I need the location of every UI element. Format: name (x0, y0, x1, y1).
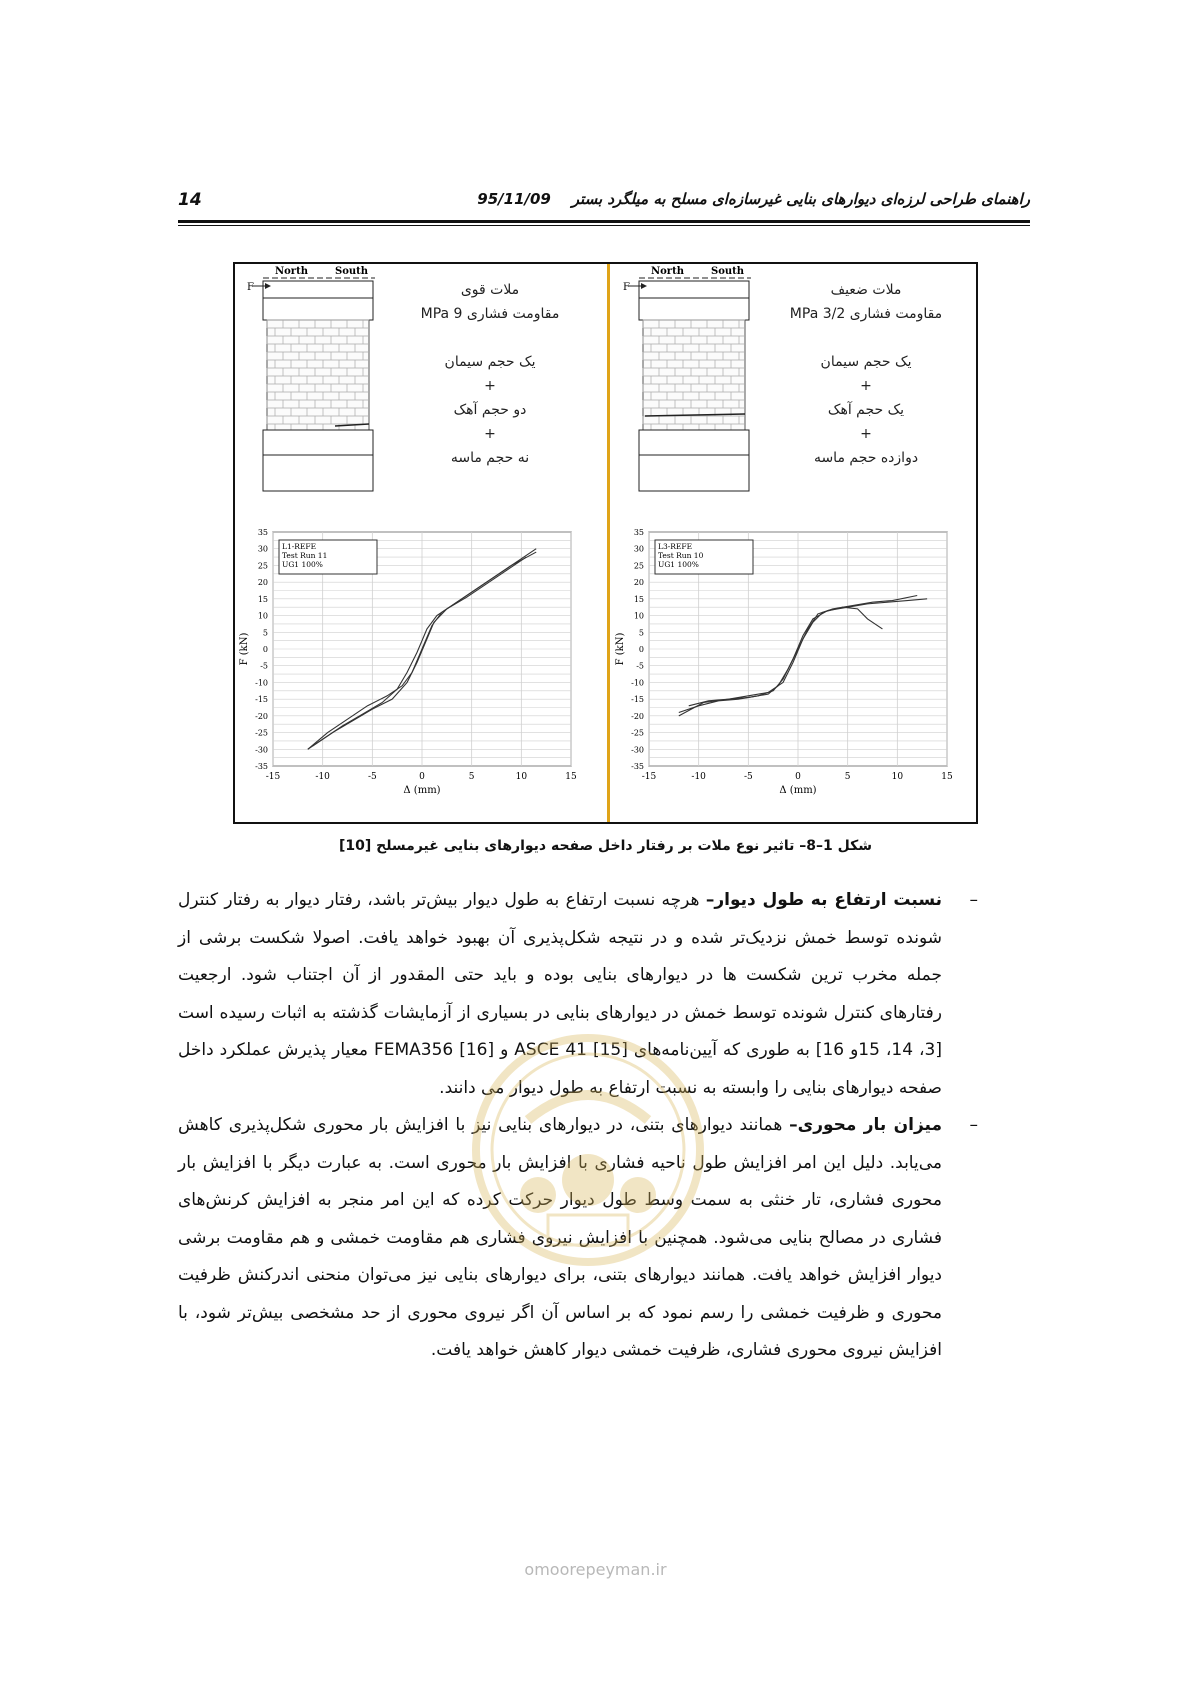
x-axis-label: Δ (mm) (779, 785, 817, 796)
x-tick-label: 0 (795, 772, 801, 782)
header-rule (178, 220, 1030, 223)
y-tick-label: -10 (631, 678, 644, 688)
x-tick-label: 10 (891, 772, 904, 782)
x-tick-label: -15 (641, 772, 657, 782)
y-tick-label: -15 (255, 695, 268, 705)
y-tick-label: 35 (257, 528, 268, 537)
y-tick-label: 30 (257, 544, 268, 554)
y-axis-label: F (kN) (239, 632, 250, 666)
y-tick-label: 20 (633, 578, 644, 588)
paragraph-lead: نسبت ارتفاع به طول دیوار– (705, 890, 943, 910)
y-tick-label: -25 (255, 728, 268, 738)
figure-divider (607, 264, 610, 822)
brick-wall (643, 320, 745, 430)
y-tick-label: -5 (636, 661, 644, 671)
y-tick-label: -15 (631, 695, 644, 705)
x-tick-label: -15 (265, 772, 281, 782)
paragraph-text: همانند دیوارهای بتنی، در دیوارهای بنایی نیز با افزایش بار محوری شکل‌پذیری کاهش می‌یابد. دلیل این امر افزایش طول ناحیه فشاری با افزایش بار محوری است. به عبارت دیگر با افزایش بار محوری فشاری، تار خنثی به سمت وسط طول دیوار حرکت کرده که این امر منجر به افزایش کرنش‌های فشاری در مصالح بنایی می‌شود. همچنین با افزایش نیروی فشاری هم مقاومت خمشی و هم مقاومت برشی دیوار افزایش خواهد یافت. همانند دیوارهای بتنی، برای دیوارهای بنایی نیز می‌توان منحنی اندرکنش ظرفیت محوری و ظرفیت خمشی را رسم نمود که بر اساس آن اگر نیروی محوری از حد مشخصی بیش‌تر شود، با افزایش نیروی محوری فشاری، ظرفیت خمشی دیوار کاهش خواهد یافت. (178, 1115, 942, 1360)
y-tick-label: 5 (638, 628, 644, 638)
list-dash: – (969, 1115, 978, 1135)
y-tick-label: 20 (257, 578, 268, 588)
running-title-date: 95/11/09 (477, 190, 551, 208)
hysteresis-chart-weak (611, 526, 981, 816)
paragraph-lead: میزان بار محوری– (789, 1115, 942, 1135)
mortar-mix-description: ملات ضعیف مقاومت فشاری 3/2 MPa یک حجم سیمان + یک حجم آهک + دوازده حجم ماسه (789, 282, 943, 466)
y-tick-label: -5 (260, 661, 268, 671)
legend-entry: UG1 100% (282, 560, 323, 569)
y-tick-label: -35 (255, 762, 268, 771)
page-number: 14 (178, 190, 202, 210)
x-tick-label: 10 (515, 772, 528, 782)
y-tick-label: -35 (631, 762, 644, 771)
legend-entry: Test Run 10 (658, 551, 704, 560)
y-axis-label: F (kN) (615, 632, 626, 666)
hysteresis-chart-strong (235, 526, 605, 816)
y-tick-label: -20 (631, 711, 644, 721)
running-title-text: راهنمای طراحی لرزه‌ای دیوارهای بنایی غیرسازه‌ای مسلح به میلگرد بستر (571, 190, 1030, 208)
mortar-mix-description: ملات قوی مقاومت فشاری 9 MPa یک حجم سیمان + دو حجم آهک + نه حجم ماسه (420, 282, 560, 466)
y-tick-label: 15 (633, 594, 644, 604)
header-rule-thin (178, 225, 1030, 226)
x-tick-label: -10 (691, 772, 706, 782)
figure (233, 262, 978, 824)
x-tick-label: 0 (419, 772, 425, 782)
y-tick-label: 0 (262, 645, 268, 654)
force-label: F (247, 282, 254, 293)
y-tick-label: -25 (631, 728, 644, 738)
north-label: North (651, 266, 684, 277)
y-tick-label: 10 (633, 611, 644, 621)
y-tick-label: 35 (633, 528, 644, 537)
list-dash: – (969, 890, 978, 910)
y-tick-label: -20 (255, 711, 268, 721)
x-axis-label: Δ (mm) (403, 785, 441, 796)
legend-entry: Test Run 11 (282, 551, 328, 560)
watermark-site: omoorepeyman.ir (524, 1560, 667, 1579)
legend-entry: UG1 100% (658, 560, 699, 569)
legend-entry: L1-REFE (282, 542, 317, 551)
y-tick-label: 5 (262, 628, 268, 638)
y-tick-label: -10 (255, 678, 268, 688)
figure-panel-strong-mortar (235, 264, 605, 822)
running-title (477, 190, 1030, 208)
y-tick-label: 10 (257, 611, 268, 621)
x-tick-label: 15 (565, 772, 577, 782)
y-tick-label: 25 (257, 561, 268, 571)
y-tick-label: -30 (631, 745, 644, 755)
y-tick-label: 15 (257, 594, 268, 604)
page-header (178, 190, 1030, 216)
north-label: North (275, 266, 308, 277)
legend-entry: L3-REFE (658, 542, 693, 551)
south-label: South (711, 266, 745, 277)
paragraph-text: هرچه نسبت ارتفاع به طول دیوار بیش‌تر باشد، رفتار دیوار به رفتار کنترل شونده توسط خمش نزدیک‌تر شده و در نتیجه شکل‌پذیری آن بهبود خواهد یافت. اصولا شکست برشی از جمله مخرب ترین شکست ها در دیوارهای بنایی بوده و باید حتی المقدور از آن اجتناب شود. ارجعیت رفتارهای کنترل شونده توسط خمش در دیوارهای بنایی در بسیاری از آزمایشات گذشته به اثبات رسیده است [3، 14، 15و 16] به طوری که آیین‌نامه‌های ASCE 41 [15] و FEMA356 [16] معیار پذیرش عملکرد داخل صفحه دیوارهای بنایی را وابسته به نسبت ارتفاع به طول دیوار می دانند. (178, 890, 942, 1098)
y-tick-label: 0 (638, 645, 644, 654)
y-tick-label: 30 (633, 544, 644, 554)
x-tick-label: -5 (743, 772, 753, 782)
x-tick-label: -10 (315, 772, 330, 782)
watermark-seal (468, 1030, 708, 1270)
x-tick-label: -5 (367, 772, 377, 782)
figure-caption: شکل 1–8– تاثیر نوع ملات بر رفتار داخل صفحه دیوارهای بنایی غیرمسلح [10] (338, 838, 873, 854)
brick-wall (267, 320, 369, 430)
x-tick-label: 5 (844, 772, 851, 782)
force-label: F (623, 282, 630, 293)
y-tick-label: 25 (633, 561, 644, 571)
x-tick-label: 5 (468, 772, 475, 782)
y-tick-label: -30 (255, 745, 268, 755)
x-tick-label: 15 (941, 772, 953, 782)
figure-panel-weak-mortar (611, 264, 981, 822)
south-label: South (335, 266, 369, 277)
